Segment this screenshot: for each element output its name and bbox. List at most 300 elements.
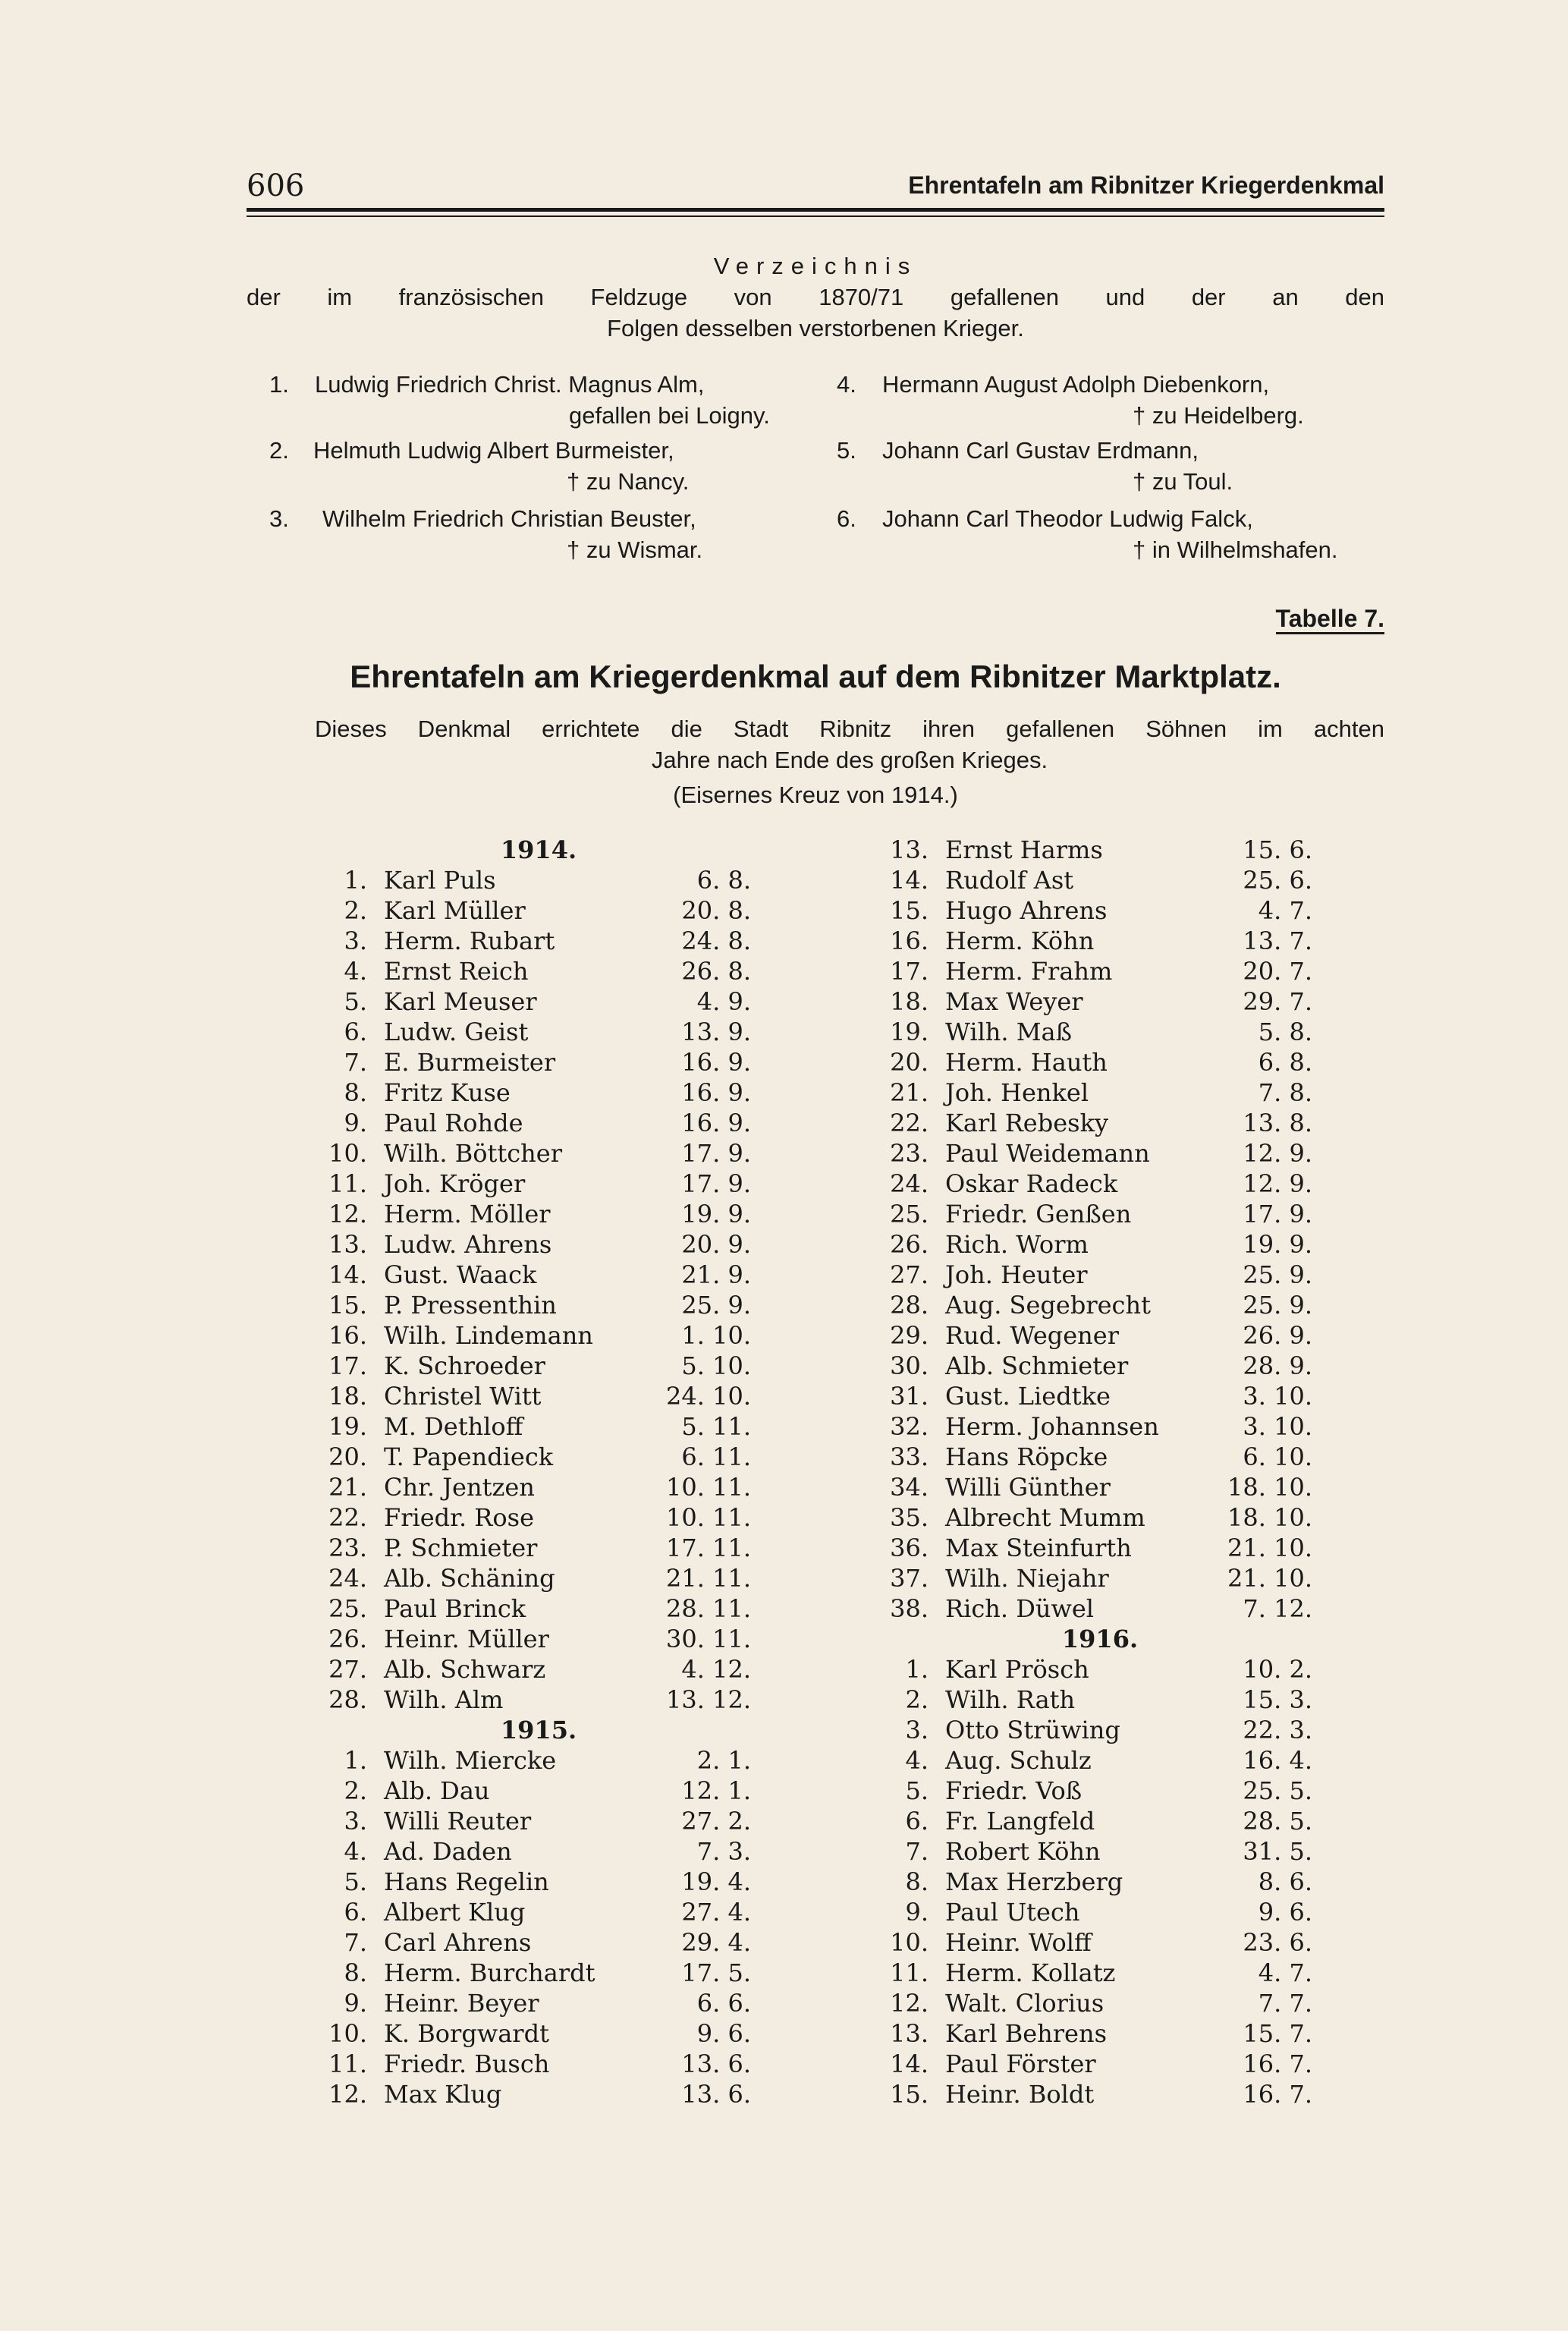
entry-number: 13. xyxy=(890,835,929,864)
entry-name: Paul Brinck xyxy=(384,1594,526,1623)
roll-entry xyxy=(888,1199,1312,1229)
entry-number: 3. xyxy=(905,1716,929,1744)
roll-entry xyxy=(326,1169,751,1199)
roll-entry xyxy=(326,1411,751,1442)
entry-number: 3. xyxy=(344,1807,367,1836)
entry-date: 16. 9. xyxy=(681,1048,751,1077)
roll-entry xyxy=(326,1563,751,1593)
entry-date: 26. 9. xyxy=(1243,1321,1312,1350)
roll-entry xyxy=(326,1442,751,1472)
entry-name: Friedr. Voß xyxy=(945,1776,1083,1805)
entry-date: 27. 2. xyxy=(681,1807,751,1836)
entry-number: 4. xyxy=(344,1837,367,1866)
entry-number: 14. xyxy=(890,866,929,895)
fallen-name: Johann Carl Theodor Ludwig Falck, xyxy=(882,505,1253,532)
entry-date: 20. 8. xyxy=(681,896,751,925)
entry-number: 6. xyxy=(344,1898,367,1927)
entry-name: Max Herzberg xyxy=(945,1867,1123,1896)
roll-entry xyxy=(326,895,751,926)
roll-entry xyxy=(888,1867,1312,1897)
roll-entry xyxy=(888,1260,1312,1290)
entry-number: 21. xyxy=(328,1473,367,1502)
roll-entry xyxy=(326,1685,751,1715)
entry-name: Herm. Burchardt xyxy=(384,1958,595,1987)
roll-entry xyxy=(888,1897,1312,1927)
entry-date: 16. 4. xyxy=(1243,1746,1312,1775)
roll-entry xyxy=(888,2079,1312,2109)
entry-date: 10. 11. xyxy=(666,1473,751,1502)
roll-entry xyxy=(326,1867,751,1897)
entry-name: Ad. Daden xyxy=(384,1837,512,1866)
entry-name: Walt. Clorius xyxy=(945,1989,1105,2018)
entry-date: 25. 9. xyxy=(1243,1291,1312,1320)
entry-name: Karl Meuser xyxy=(384,987,537,1016)
entry-name: Herm. Möller xyxy=(384,1200,551,1228)
entry-name: E. Burmeister xyxy=(384,1048,556,1077)
header-rule-thin xyxy=(247,215,1384,217)
entry-number: 6. xyxy=(344,1018,367,1046)
entry-date: 18. 10. xyxy=(1227,1503,1312,1532)
entry-number: 28. xyxy=(328,1685,367,1714)
main-title: Ehrentafeln am Kriegerdenkmal auf dem Ribnitzer Marktplatz. xyxy=(350,659,1281,694)
entry-number: 11. xyxy=(328,1169,367,1198)
entry-name: P. Schmieter xyxy=(384,1534,538,1562)
entry-date: 23. 6. xyxy=(1243,1928,1312,1957)
entry-date: 12. 1. xyxy=(681,1776,751,1805)
entry-date: 28. 9. xyxy=(1243,1351,1312,1380)
entry-date: 18. 10. xyxy=(1227,1473,1312,1502)
entry-name: Paul Weidemann xyxy=(945,1139,1150,1168)
entry-date: 21. 11. xyxy=(666,1564,751,1593)
entry-date: 9. 6. xyxy=(1258,1898,1312,1927)
roll-entry xyxy=(888,2018,1312,2049)
entry-number: 21. xyxy=(890,1078,929,1107)
entry-number: 1. xyxy=(344,1746,367,1775)
entry-date: 6. 8. xyxy=(696,866,751,895)
entry-date: 20. 7. xyxy=(1243,957,1312,986)
entry-date: 22. 3. xyxy=(1243,1716,1312,1744)
entry-name: Hans Regelin xyxy=(384,1867,549,1896)
roll-entry xyxy=(888,1685,1312,1715)
entry-number: 2. xyxy=(344,1776,367,1805)
fallen-name: Helmuth Ludwig Albert Burmeister, xyxy=(313,437,674,464)
roll-entry xyxy=(326,1624,751,1654)
entry-date: 19. 9. xyxy=(681,1200,751,1228)
year-heading-1915: 1915. xyxy=(500,1716,577,1744)
entry-date: 16. 7. xyxy=(1243,2080,1312,2109)
entry-name: Max Klug xyxy=(384,2080,502,2109)
entry-number: 27. xyxy=(328,1655,367,1684)
entry-date: 7. 7. xyxy=(1258,1989,1312,2018)
roll-entry xyxy=(888,1442,1312,1472)
roll-entry xyxy=(888,1745,1312,1776)
entry-name: Wilh. Lindemann xyxy=(384,1321,593,1350)
fallen-num: 6. xyxy=(837,505,856,532)
roll-entry xyxy=(888,1563,1312,1593)
entry-name: Karl Müller xyxy=(384,896,526,925)
entry-name: Aug. Schulz xyxy=(945,1746,1092,1775)
entry-name: Max Weyer xyxy=(945,987,1083,1016)
entry-name: Heinr. Müller xyxy=(384,1625,549,1653)
entry-name: Alb. Schäning xyxy=(384,1564,555,1593)
roll-entry xyxy=(326,956,751,986)
entry-date: 3. 10. xyxy=(1243,1382,1312,1411)
roll-entry xyxy=(888,926,1312,956)
entry-name: Friedr. Busch xyxy=(384,2049,550,2078)
entry-name: Oskar Radeck xyxy=(945,1169,1118,1198)
entry-name: Karl Rebesky xyxy=(945,1109,1109,1137)
entry-date: 4. 7. xyxy=(1258,896,1312,925)
entry-name: Ludw. Ahrens xyxy=(384,1230,552,1259)
entry-number: 2. xyxy=(344,896,367,925)
roll-entry xyxy=(326,1199,751,1229)
entry-number: 18. xyxy=(890,987,929,1016)
entry-number: 20. xyxy=(328,1442,367,1471)
entry-date: 5. 10. xyxy=(681,1351,751,1380)
description-line-2: Jahre nach Ende des großen Krieges. xyxy=(651,747,1048,773)
entry-name: Rudolf Ast xyxy=(945,866,1074,895)
entry-date: 10. 11. xyxy=(666,1503,751,1532)
roll-entry xyxy=(888,1533,1312,1563)
entry-date: 19. 9. xyxy=(1243,1230,1312,1259)
roll-entry xyxy=(888,1351,1312,1381)
roll-entry xyxy=(326,865,751,895)
entry-name: Wilh. Böttcher xyxy=(384,1139,563,1168)
entry-name: Karl Prösch xyxy=(945,1655,1089,1684)
roll-column-right xyxy=(888,835,1312,2109)
roll-entry xyxy=(888,1836,1312,1867)
entry-date: 21. 9. xyxy=(681,1260,751,1289)
entry-number: 5. xyxy=(344,987,367,1016)
entry-number: 16. xyxy=(328,1321,367,1350)
entry-name: Ernst Reich xyxy=(384,957,529,986)
entry-number: 32. xyxy=(890,1412,929,1441)
entry-name: Aug. Segebrecht xyxy=(945,1291,1151,1320)
entry-name: Alb. Schwarz xyxy=(384,1655,546,1684)
entry-number: 24. xyxy=(328,1564,367,1593)
entry-name: Fritz Kuse xyxy=(384,1078,511,1107)
entry-date: 5. 8. xyxy=(1258,1018,1312,1046)
entry-name: Herm. Kollatz xyxy=(945,1958,1116,1987)
entry-name: Wilh. Rath xyxy=(945,1685,1076,1714)
entry-number: 11. xyxy=(890,1958,929,1987)
entry-name: Paul Förster xyxy=(945,2049,1096,2078)
roll-entry xyxy=(326,1927,751,1958)
entry-date: 20. 9. xyxy=(681,1230,751,1259)
entry-name: Karl Behrens xyxy=(945,2019,1108,2048)
entry-name: Joh. Henkel xyxy=(945,1078,1089,1107)
entry-name: T. Papendieck xyxy=(384,1442,554,1471)
roll-entry xyxy=(888,1927,1312,1958)
entry-date: 2. 1. xyxy=(696,1746,751,1775)
entry-number: 8. xyxy=(905,1867,929,1896)
entry-number: 7. xyxy=(344,1048,367,1077)
entry-number: 23. xyxy=(890,1139,929,1168)
fallen-num: 1. xyxy=(269,371,289,398)
description xyxy=(315,713,1384,775)
entry-date: 28. 11. xyxy=(666,1594,751,1623)
entry-number: 1. xyxy=(905,1655,929,1684)
entry-date: 3. 10. xyxy=(1243,1412,1312,1441)
fallen-num: 4. xyxy=(837,371,856,398)
entry-date: 13. 6. xyxy=(681,2049,751,2078)
entry-number: 9. xyxy=(344,1109,367,1137)
roll-entry xyxy=(888,1776,1312,1806)
entry-number: 8. xyxy=(344,1078,367,1107)
entry-number: 1. xyxy=(344,866,367,895)
roll-entry xyxy=(888,1593,1312,1624)
entry-date: 24. 10. xyxy=(666,1382,751,1411)
entry-number: 15. xyxy=(328,1291,367,1320)
entry-name: Max Steinfurth xyxy=(945,1534,1132,1562)
fallen-name: Ludwig Friedrich Christ. Magnus Alm, xyxy=(315,371,705,398)
roll-entry xyxy=(326,1229,751,1260)
entry-name: Ludw. Geist xyxy=(384,1018,529,1046)
entry-number: 12. xyxy=(328,1200,367,1228)
entry-number: 35. xyxy=(890,1503,929,1532)
roll-entry xyxy=(888,1017,1312,1047)
entry-number: 8. xyxy=(344,1958,367,1987)
entry-number: 22. xyxy=(890,1109,929,1137)
entry-date: 21. 10. xyxy=(1227,1534,1312,1562)
roll-entry xyxy=(326,1077,751,1108)
entry-name: Heinr. Boldt xyxy=(945,2080,1095,2109)
entry-number: 4. xyxy=(344,957,367,986)
entry-number: 25. xyxy=(890,1200,929,1228)
entry-date: 6. 10. xyxy=(1243,1442,1312,1471)
entry-name: M. Dethloff xyxy=(384,1412,523,1441)
page-number: 606 xyxy=(247,168,305,203)
roll-entry xyxy=(326,1897,751,1927)
page-header xyxy=(247,168,1384,214)
entry-date: 4. 12. xyxy=(681,1655,751,1684)
roll-entry xyxy=(888,1320,1312,1351)
entry-name: Ernst Harms xyxy=(945,835,1103,864)
entry-number: 22. xyxy=(328,1503,367,1532)
entry-date: 31. 5. xyxy=(1243,1837,1312,1866)
entry-number: 10. xyxy=(328,2019,367,2048)
roll-entry xyxy=(888,1958,1312,1988)
roll-entry xyxy=(326,1533,751,1563)
roll-entry xyxy=(888,1047,1312,1077)
entry-date: 28. 5. xyxy=(1243,1807,1312,1836)
entry-date: 25. 9. xyxy=(1243,1260,1312,1289)
entry-name: Heinr. Beyer xyxy=(384,1989,539,2018)
roll-entry xyxy=(326,1472,751,1502)
verzeichnis-line-1: Verzeichnis xyxy=(713,253,918,279)
entry-date: 4. 7. xyxy=(1258,1958,1312,1987)
entry-number: 23. xyxy=(328,1534,367,1562)
roll-entry xyxy=(888,1806,1312,1836)
entry-name: Carl Ahrens xyxy=(384,1928,532,1957)
entry-number: 2. xyxy=(905,1685,929,1714)
entry-name: Hans Röpcke xyxy=(945,1442,1108,1471)
entry-date: 15. 3. xyxy=(1243,1685,1312,1714)
roll-entry xyxy=(888,986,1312,1017)
entry-number: 12. xyxy=(328,2080,367,2109)
entry-name: Herm. Rubart xyxy=(384,926,555,955)
entry-date: 17. 5. xyxy=(681,1958,751,1987)
roll-entry xyxy=(326,926,751,956)
entry-date: 1. 10. xyxy=(681,1321,751,1350)
entry-name: Willi Günther xyxy=(945,1473,1111,1502)
entry-name: Rich. Worm xyxy=(945,1230,1089,1259)
entry-name: Willi Reuter xyxy=(384,1807,532,1836)
entry-number: 20. xyxy=(890,1048,929,1077)
roll-entry xyxy=(888,1988,1312,2018)
entry-name: Robert Köhn xyxy=(945,1837,1101,1866)
roll-entry xyxy=(326,2079,751,2109)
roll-entry xyxy=(326,1654,751,1685)
entry-date: 4. 9. xyxy=(696,987,751,1016)
entry-name: Gust. Waack xyxy=(384,1260,537,1289)
entry-date: 17. 9. xyxy=(1243,1200,1312,1228)
entry-name: Joh. Heuter xyxy=(945,1260,1088,1289)
entry-number: 26. xyxy=(328,1625,367,1653)
entry-name: Albert Klug xyxy=(384,1898,526,1927)
entry-date: 7. 8. xyxy=(1258,1078,1312,1107)
entry-name: P. Pressenthin xyxy=(384,1291,557,1320)
roll-entry xyxy=(888,1169,1312,1199)
entry-date: 13. 9. xyxy=(681,1018,751,1046)
entry-name: Hugo Ahrens xyxy=(945,896,1108,925)
fallen-num: 5. xyxy=(837,437,856,464)
fallen-name: Johann Carl Gustav Erdmann, xyxy=(882,437,1199,464)
entry-number: 33. xyxy=(890,1442,929,1471)
fallen-place: † in Wilhelmshafen. xyxy=(1133,536,1338,563)
roll-entry xyxy=(326,1958,751,1988)
entry-name: Paul Utech xyxy=(945,1898,1080,1927)
roll-entry xyxy=(888,1472,1312,1502)
roll-entry xyxy=(326,2049,751,2079)
roll-entry xyxy=(326,2018,751,2049)
roll-entry xyxy=(326,1381,751,1411)
entry-number: 10. xyxy=(328,1139,367,1168)
entry-name: Herm. Köhn xyxy=(945,926,1095,955)
running-title: Ehrentafeln am Ribnitzer Kriegerdenkmal xyxy=(908,171,1384,199)
entry-date: 13. 7. xyxy=(1243,926,1312,955)
roll-entry xyxy=(326,1502,751,1533)
entry-name: Chr. Jentzen xyxy=(384,1473,535,1502)
entry-date: 7. 3. xyxy=(696,1837,751,1866)
entry-date: 17. 11. xyxy=(666,1534,751,1562)
entry-name: Herm. Johannsen xyxy=(945,1412,1159,1441)
entry-name: K. Schroeder xyxy=(384,1351,545,1380)
entry-name: Herm. Frahm xyxy=(945,957,1113,986)
entry-date: 7. 12. xyxy=(1243,1594,1312,1623)
entry-number: 38. xyxy=(890,1594,929,1623)
description-line-1: Dieses Denkmal errichtete die Stadt Ribnitz ihren gefallenen Söhnen im achten xyxy=(315,716,1384,742)
roll-entry xyxy=(326,986,751,1017)
entry-date: 27. 4. xyxy=(681,1898,751,1927)
roll-entry xyxy=(888,1108,1312,1138)
entry-name: Alb. Dau xyxy=(384,1776,490,1805)
entry-date: 15. 6. xyxy=(1243,835,1312,864)
entry-date: 6. 8. xyxy=(1258,1048,1312,1077)
entry-number: 37. xyxy=(890,1564,929,1593)
entry-date: 29. 4. xyxy=(681,1928,751,1957)
year-heading-1916: 1916. xyxy=(1061,1625,1139,1653)
roll-entry xyxy=(326,1108,751,1138)
roll-column-left xyxy=(326,835,751,2109)
entry-name: Paul Rohde xyxy=(384,1109,523,1137)
entry-number: 34. xyxy=(890,1473,929,1502)
entry-name: Wilh. Alm xyxy=(384,1685,504,1714)
entry-date: 30. 11. xyxy=(666,1625,751,1653)
roll-entry xyxy=(326,1836,751,1867)
roll-entry xyxy=(888,1229,1312,1260)
entry-number: 27. xyxy=(890,1260,929,1289)
entry-date: 25. 9. xyxy=(681,1291,751,1320)
entry-number: 36. xyxy=(890,1534,929,1562)
entry-date: 29. 7. xyxy=(1243,987,1312,1016)
entry-date: 25. 6. xyxy=(1243,866,1312,895)
entry-date: 13. 12. xyxy=(666,1685,751,1714)
entry-number: 6. xyxy=(905,1807,929,1836)
entry-name: Wilh. Maß xyxy=(945,1018,1072,1046)
entry-date: 17. 9. xyxy=(681,1169,751,1198)
entry-number: 24. xyxy=(890,1169,929,1198)
entry-name: Gust. Liedtke xyxy=(945,1382,1111,1411)
entry-number: 19. xyxy=(328,1412,367,1441)
entry-date: 10. 2. xyxy=(1243,1655,1312,1684)
roll-entry xyxy=(888,895,1312,926)
roll-entry xyxy=(326,1047,751,1077)
roll-entry xyxy=(888,1502,1312,1533)
verzeichnis-heading xyxy=(247,250,1384,344)
roll-entry xyxy=(888,1077,1312,1108)
roll-entry xyxy=(888,1654,1312,1685)
roll-entry xyxy=(326,1351,751,1381)
fallen-place: † zu Nancy. xyxy=(567,468,690,495)
entry-number: 9. xyxy=(344,1989,367,2018)
entry-date: 5. 11. xyxy=(681,1412,751,1441)
entry-date: 17. 9. xyxy=(681,1139,751,1168)
entry-number: 18. xyxy=(328,1382,367,1411)
entry-name: Herm. Hauth xyxy=(945,1048,1108,1077)
entry-date: 24. 8. xyxy=(681,926,751,955)
entry-name: Wilh. Niejahr xyxy=(945,1564,1109,1593)
verzeichnis-line-3: Folgen desselben verstorbenen Krieger. xyxy=(607,315,1024,341)
roll-entry xyxy=(888,1381,1312,1411)
entry-number: 17. xyxy=(890,957,929,986)
roll-entry xyxy=(326,1138,751,1169)
entry-number: 14. xyxy=(890,2049,929,2078)
entry-name: Christel Witt xyxy=(384,1382,542,1411)
entry-name: Friedr. Genßen xyxy=(945,1200,1132,1228)
fallen-place: † zu Heidelberg. xyxy=(1133,402,1304,429)
entry-date: 13. 8. xyxy=(1243,1109,1312,1137)
entry-name: Albrecht Mumm xyxy=(945,1503,1145,1532)
roll-entry xyxy=(326,1593,751,1624)
entry-number: 28. xyxy=(890,1291,929,1320)
year-heading-1914: 1914. xyxy=(500,835,577,864)
entry-name: Otto Strüwing xyxy=(945,1716,1120,1744)
entry-name: Wilh. Miercke xyxy=(384,1746,557,1775)
entry-date: 6. 6. xyxy=(696,1989,751,2018)
entry-number: 16. xyxy=(890,926,929,955)
entry-number: 14. xyxy=(328,1260,367,1289)
entry-number: 11. xyxy=(328,2049,367,2078)
fallen-num: 3. xyxy=(269,505,289,532)
entry-date: 21. 10. xyxy=(1227,1564,1312,1593)
header-rule-thick xyxy=(247,208,1384,212)
roll-entry xyxy=(326,1806,751,1836)
fallen-place: gefallen bei Loigny. xyxy=(569,402,770,429)
roll-entry xyxy=(326,1017,751,1047)
entry-date: 9. 6. xyxy=(696,2019,751,2048)
entry-name: Karl Puls xyxy=(384,866,496,895)
